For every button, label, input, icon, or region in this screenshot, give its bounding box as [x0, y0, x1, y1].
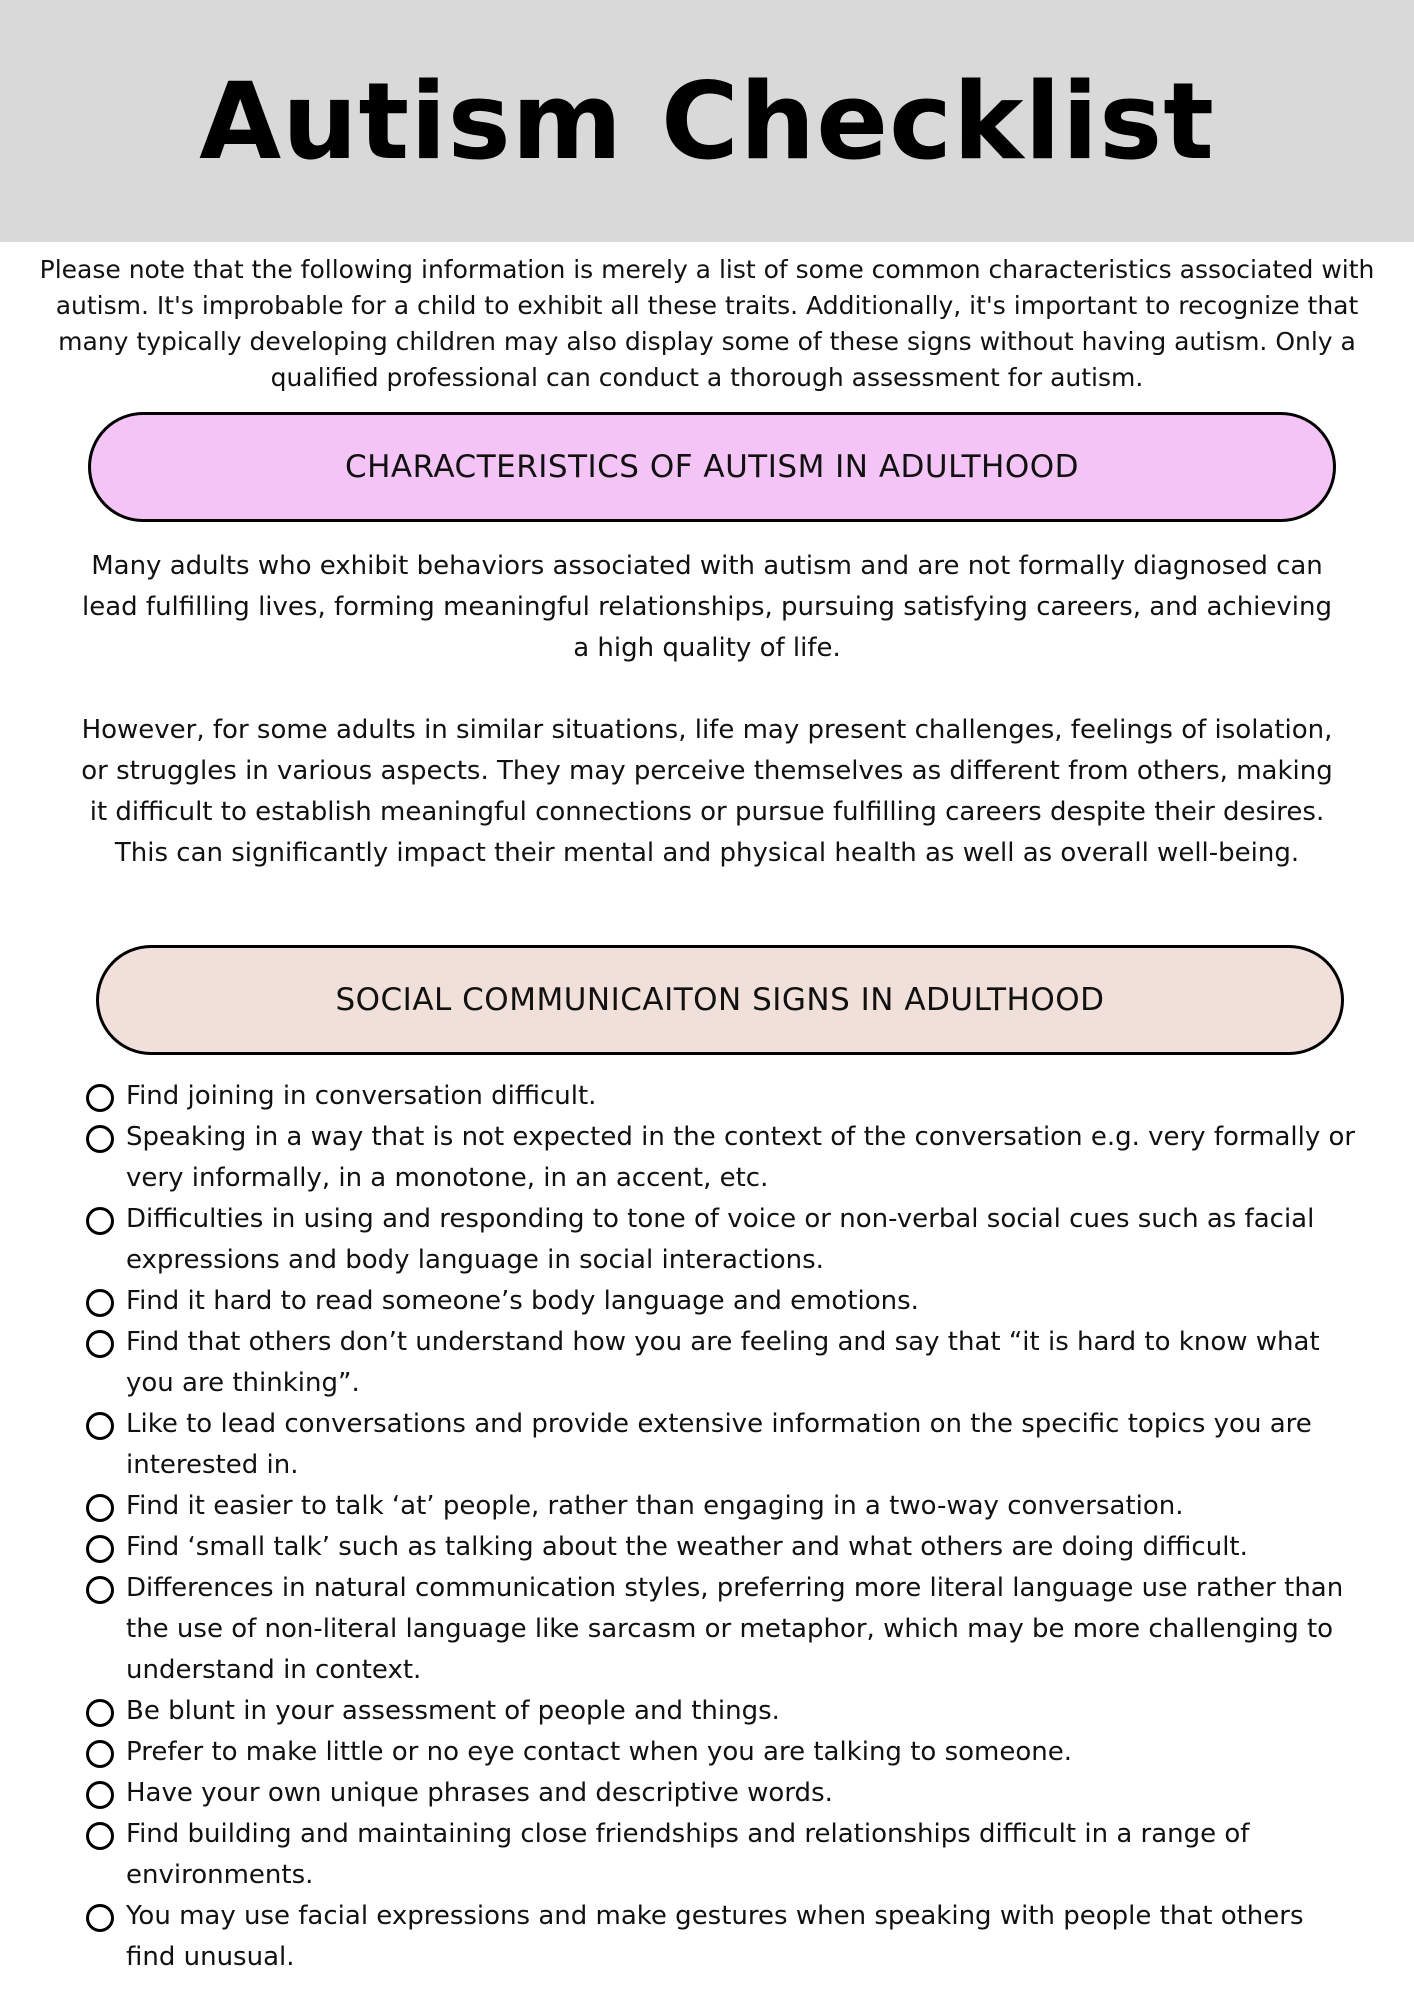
circle-checkbox-icon[interactable]	[86, 1330, 114, 1358]
checklist-item	[86, 1117, 1356, 1199]
section-heading-adulthood	[88, 412, 1336, 522]
checklist-item-text: Find it hard to read someone’s body language and emotions.	[126, 1286, 919, 1316]
checklist-item-text: Like to lead conversations and provide extensive information on the specific topics you are interested in.	[126, 1409, 1312, 1480]
checklist-item-text: Find ‘small talk’ such as talking about the weather and what others are doing difficult.	[126, 1532, 1248, 1562]
circle-checkbox-icon[interactable]	[86, 1576, 114, 1604]
checklist-item-text: Prefer to make little or no eye contact when you are talking to someone.	[126, 1737, 1072, 1767]
checklist-item-text: Differences in natural communication styles, preferring more literal language use rather than the use of non-literal language like sarcasm or metaphor, which may be more challenging to understand in context.	[126, 1573, 1344, 1685]
checklist-item	[86, 1773, 1356, 1814]
circle-checkbox-icon[interactable]	[86, 1740, 114, 1768]
section-heading-adulthood-label: CHARACTERISTICS OF AUTISM IN ADULTHOOD	[344, 449, 1080, 485]
checklist-item-text: Be blunt in your assessment of people and things.	[126, 1696, 780, 1726]
checklist-item	[86, 1486, 1356, 1527]
circle-checkbox-icon[interactable]	[86, 1412, 114, 1440]
intro-disclaimer: Please note that the following information is merely a list of some common characteristics associated with autism. It's improbable for a child to exhibit all these traits. Additionally, it's important to recognize that many typically developing children may also display some of these signs without having autism. Only a qualified professional can conduct a thorough assessment for autism.	[39, 255, 1375, 392]
circle-checkbox-icon[interactable]	[86, 1822, 114, 1850]
section-heading-social-label: SOCIAL COMMUNICAITON SIGNS IN ADULTHOOD	[335, 982, 1105, 1018]
page-title: Autism Checklist	[199, 60, 1215, 183]
circle-checkbox-icon[interactable]	[86, 1084, 114, 1112]
checklist-item-text: Find building and maintaining close friendships and relationships difficult in a range of environments.	[126, 1819, 1250, 1890]
checklist-item	[86, 1404, 1356, 1486]
adulthood-paragraph-1: Many adults who exhibit behaviors associated with autism and are not formally diagnosed can lead fulfilling lives, forming meaningful relationships, pursuing satisfying careers, and achieving a high quality of life.	[82, 551, 1332, 663]
checklist-item-text: You may use facial expressions and make gestures when speaking with people that others find unusual.	[126, 1901, 1304, 1972]
checklist-item-text: Speaking in a way that is not expected in the context of the conversation e.g. very formally or very informally, in a monotone, in an accent, etc.	[126, 1122, 1356, 1193]
checklist-item	[86, 1814, 1356, 1896]
checklist-item	[86, 1076, 1356, 1117]
checklist-item-text: Find joining in conversation difficult.	[126, 1081, 597, 1111]
checklist-item	[86, 1199, 1356, 1281]
circle-checkbox-icon[interactable]	[86, 1699, 114, 1727]
checklist-item-text: Difficulties in using and responding to tone of voice or non-verbal social cues such as facial expressions and body language in social interactions.	[126, 1204, 1315, 1275]
circle-checkbox-icon[interactable]	[86, 1494, 114, 1522]
adulthood-paragraph-2: However, for some adults in similar situations, life may present challenges, feelings of isolation, or struggles in various aspects. They may perceive themselves as different from others, making it difficult to establish meaningful connections or pursue fulfilling careers despite their desires. This can significantly impact their mental and physical health as well as overall well-being.	[81, 715, 1333, 868]
checklist-item	[86, 1896, 1356, 1978]
checklist-item	[86, 1322, 1356, 1404]
section-heading-social	[96, 945, 1344, 1055]
title-banner	[0, 0, 1414, 242]
circle-checkbox-icon[interactable]	[86, 1125, 114, 1153]
circle-checkbox-icon[interactable]	[86, 1535, 114, 1563]
checklist-item-text: Find that others don’t understand how you are feeling and say that “it is hard to know what you are thinking”.	[126, 1327, 1320, 1398]
checklist-item	[86, 1527, 1356, 1568]
checklist-item	[86, 1568, 1356, 1691]
checklist-item	[86, 1732, 1356, 1773]
checklist-item-text: Find it easier to talk ‘at’ people, rather than engaging in a two-way conversation.	[126, 1491, 1184, 1521]
checklist-item	[86, 1691, 1356, 1732]
circle-checkbox-icon[interactable]	[86, 1289, 114, 1317]
social-checklist	[86, 1076, 1356, 1978]
checklist-item	[86, 1281, 1356, 1322]
circle-checkbox-icon[interactable]	[86, 1781, 114, 1809]
checklist-item-text: Have your own unique phrases and descriptive words.	[126, 1778, 833, 1808]
circle-checkbox-icon[interactable]	[86, 1904, 114, 1932]
circle-checkbox-icon[interactable]	[86, 1207, 114, 1235]
